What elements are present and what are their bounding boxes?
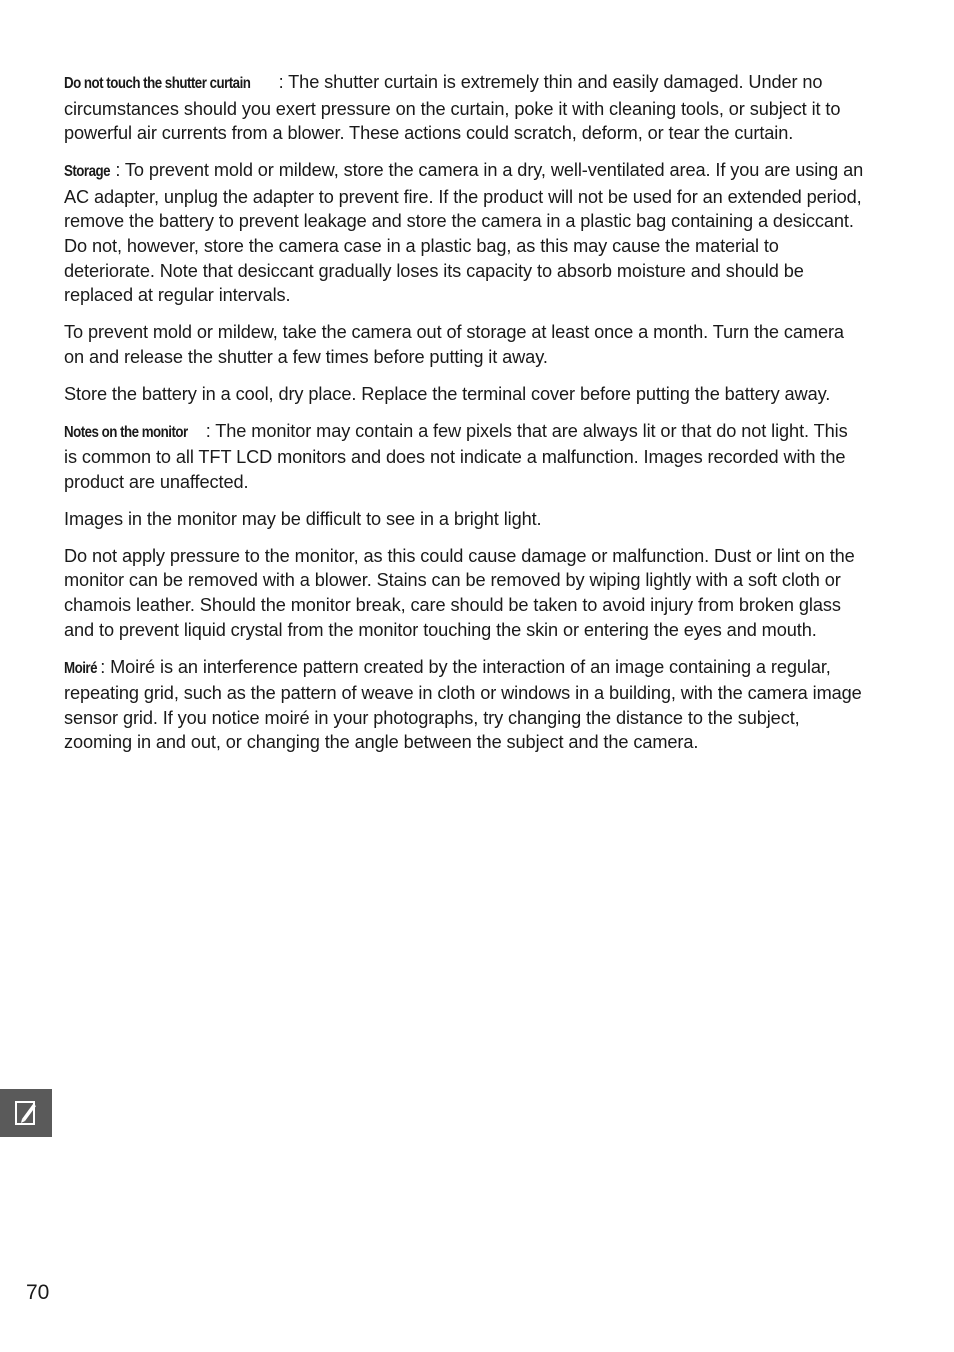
paragraph-monitor-bright-light bbox=[64, 507, 864, 532]
heading-moire: Moiré bbox=[64, 659, 97, 677]
technical-notes-icon bbox=[13, 1099, 39, 1127]
paragraph-storage-mold bbox=[64, 320, 864, 369]
page-number: 70 bbox=[26, 1281, 50, 1304]
paragraph-text: : The monitor may contain a few pixels that are always lit or that do not light. This is common to all TFT LCD monitors and does not indicate a malfunction. Images recorded with the product are unaffected. bbox=[64, 420, 848, 492]
heading-shutter-curtain: Do not touch the shutter curtain bbox=[64, 75, 251, 92]
document-body bbox=[64, 70, 864, 767]
paragraph-storage bbox=[64, 158, 864, 308]
paragraph-monitor-notes bbox=[64, 419, 864, 495]
paragraph-shutter-curtain bbox=[64, 70, 864, 146]
heading-monitor-notes: Notes on the monitor bbox=[64, 423, 188, 441]
paragraph-text: Images in the monitor may be difficult to see in a bright light. bbox=[64, 508, 542, 529]
paragraph-monitor-pressure bbox=[64, 544, 864, 642]
paragraph-text: Store the battery in a cool, dry place. Replace the terminal cover before putting the battery away. bbox=[64, 383, 831, 404]
paragraph-text: : To prevent mold or mildew, store the camera in a dry, well-ventilated area. If you are using an AC adapter, unplug the adapter to prevent fire. If the product will not be used for an extended period, remove the battery to prevent leakage and store the camera in a plastic bag containing a desiccant. Do not, however, store the camera case in a plastic bag, as this may cause the material to deteriorate. Note that desiccant gradually loses its capacity to absorb moisture and should be replaced at regular intervals. bbox=[64, 160, 864, 306]
paragraph-text: : The shutter curtain is extremely thin and easily damaged. Under no circumstances should you exert pressure on the curtain, poke it with cleaning tools, or subject it to powerful air currents from a blower. These actions could scratch, deform, or tear the curtain. bbox=[64, 72, 841, 144]
paragraph-text: To prevent mold or mildew, take the camera out of storage at least once a month. Turn the camera on and release the shutter a few times before putting it away. bbox=[64, 322, 844, 367]
paragraph-battery-storage bbox=[64, 382, 864, 407]
heading-storage: Storage bbox=[64, 163, 111, 181]
paragraph-moire bbox=[64, 655, 864, 755]
paragraph-text: Do not apply pressure to the monitor, as this could cause damage or malfunction. Dust or lint on the monitor can be removed with a blower. Stains can be removed by wiping lightly with a soft cloth or chamois leather. Should the monitor break, care should be taken to avoid injury from broken glass and to prevent liquid crystal from the monitor touching the skin or entering the eyes and mouth. bbox=[64, 545, 855, 640]
paragraph-text: : Moiré is an interference pattern created by the interaction of an image containing a regular, repeating grid, such as the pattern of weave in cloth or windows in a building, with the camera image sensor grid. If you notice moiré in your photographs, try changing the distance to the subject, zooming in and out, or changing the angle between the subject and the camera. bbox=[64, 656, 862, 753]
section-side-tab bbox=[0, 1089, 52, 1137]
